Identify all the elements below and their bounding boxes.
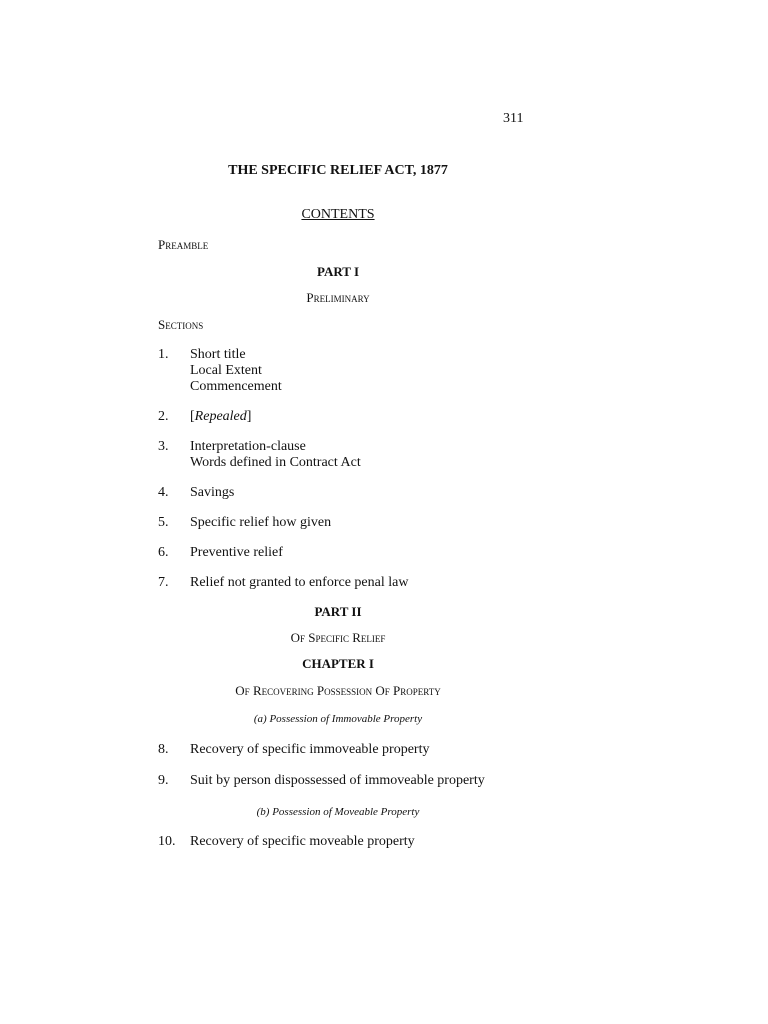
section-number: 7. [158, 575, 169, 590]
section-title: Local Extent [190, 363, 262, 378]
contents-heading: CONTENTS [301, 207, 375, 222]
section-title: Words defined in Contract Act [190, 455, 361, 470]
section-number: 3. [158, 439, 169, 454]
section-title: Savings [190, 485, 235, 500]
chapter-1-label: CHAPTER I [302, 656, 374, 671]
section-number: 8. [158, 742, 169, 757]
page-number: 311 [503, 111, 524, 126]
section-title: Interpretation-clause [190, 439, 306, 454]
section-title-repealed [190, 409, 251, 425]
section-title: Specific relief how given [190, 515, 332, 530]
section-number: 9. [158, 773, 169, 788]
chapter-1-subtitle: Of Recovering Possession Of Property [235, 683, 441, 698]
repealed-word: Repealed [194, 409, 247, 424]
section-title: Preventive relief [190, 545, 283, 560]
section-title: Commencement [190, 379, 282, 394]
section-title: Recovery of specific moveable property [190, 834, 415, 849]
section-number: 4. [158, 485, 169, 500]
preamble-label: Preamble [158, 237, 209, 252]
subheading-a: (a) Possession of Immovable Property [253, 713, 423, 725]
part-2-label: PART II [314, 604, 362, 619]
sections-label: Sections [158, 317, 204, 332]
document-title: THE SPECIFIC RELIEF ACT, 1877 [228, 163, 448, 178]
repealed-text: [Repealed] [190, 409, 252, 424]
section-number: 5. [158, 515, 169, 530]
subheading-b: (b) Possession of Moveable Property [256, 806, 420, 818]
section-number: 1. [158, 347, 169, 362]
section-title: Relief not granted to enforce penal law [190, 575, 409, 590]
part-1-subtitle: Preliminary [306, 290, 370, 305]
section-title: Recovery of specific immoveable property [190, 742, 430, 757]
section-title: Suit by person dispossessed of immoveable property [190, 773, 485, 788]
section-title: Short title [190, 347, 246, 362]
part-1-label: PART I [316, 264, 360, 279]
section-number: 2. [158, 409, 169, 424]
section-number: 10. [158, 834, 176, 849]
section-number: 6. [158, 545, 169, 560]
part-2-subtitle: Of Specific Relief [290, 630, 386, 645]
